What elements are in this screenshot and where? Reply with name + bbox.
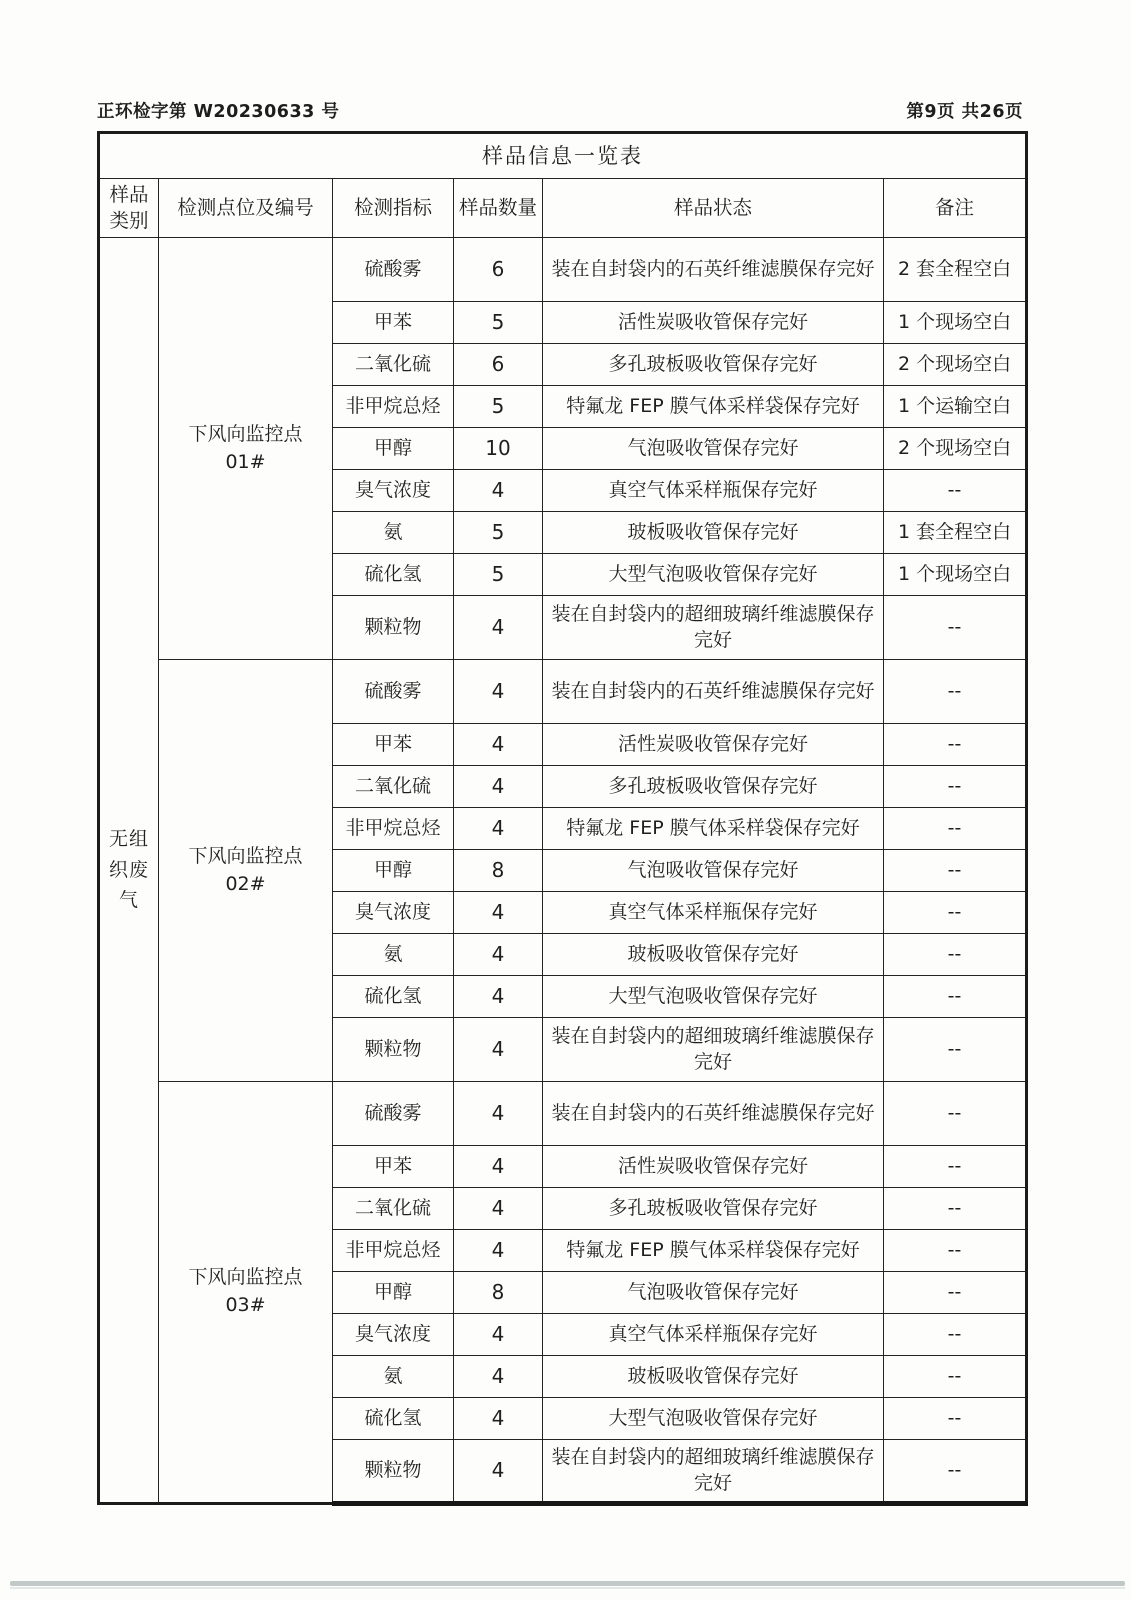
page-running-header [97,98,1023,123]
column-header-indicator: 检测指标 [333,179,454,238]
quantity-cell: 6 [454,344,543,386]
monitoring-point-id: 03# [225,1294,266,1316]
status-cell: 多孔玻板吸收管保存完好 [543,1188,884,1230]
indicator-cell: 臭气浓度 [333,1314,454,1356]
indicator-cell: 臭气浓度 [333,892,454,934]
quantity-cell: 4 [454,1146,543,1188]
monitoring-point-id: 02# [225,872,266,895]
indicator-cell: 硫酸雾 [333,660,454,724]
column-header-remark: 备注 [884,179,1027,238]
status-cell: 装在自封袋内的石英纤维滤膜保存完好 [543,238,884,302]
indicator-cell: 氨 [333,1356,454,1398]
indicator-cell: 甲苯 [333,1146,454,1188]
table-row [99,1082,1027,1146]
quantity-cell: 4 [454,1018,543,1082]
scanner-edge-artifact [10,1581,1125,1586]
status-cell: 多孔玻板吸收管保存完好 [543,766,884,808]
status-cell: 气泡吸收管保存完好 [543,1272,884,1314]
remark-cell: -- [884,660,1027,724]
indicator-cell: 氨 [333,934,454,976]
monitoring-point-name: 下风向监控点 [188,422,303,445]
indicator-cell: 硫酸雾 [333,238,454,302]
table-header-row [99,179,1027,238]
sample-info-table [97,131,1028,1506]
status-cell: 多孔玻板吸收管保存完好 [543,344,884,386]
remark-cell: -- [884,1356,1027,1398]
indicator-cell: 硫酸雾 [333,1082,454,1146]
quantity-cell: 5 [454,386,543,428]
quantity-cell: 4 [454,724,543,766]
status-cell: 气泡吸收管保存完好 [543,850,884,892]
remark-cell: -- [884,1314,1027,1356]
table-title-row [99,133,1027,179]
remark-cell: -- [884,596,1027,660]
monitoring-point-cell [159,660,333,1082]
remark-cell: -- [884,724,1027,766]
status-cell: 装在自封袋内的石英纤维滤膜保存完好 [543,660,884,724]
quantity-cell: 8 [454,850,543,892]
scanner-edge-artifact-shadow [10,1587,1125,1589]
quantity-cell: 4 [454,1314,543,1356]
column-header-category: 样品类别 [99,179,159,238]
column-header-quantity: 样品数量 [454,179,543,238]
indicator-cell: 二氧化硫 [333,1188,454,1230]
remark-cell: -- [884,850,1027,892]
indicator-cell: 颗粒物 [333,1018,454,1082]
monitoring-point-cell [159,238,333,660]
indicator-cell: 氨 [333,512,454,554]
indicator-cell: 甲苯 [333,302,454,344]
status-cell: 真空气体采样瓶保存完好 [543,470,884,512]
indicator-cell: 非甲烷总烃 [333,1230,454,1272]
monitoring-point-id: 01# [225,450,266,473]
remark-cell: -- [884,934,1027,976]
remark-cell: -- [884,1146,1027,1188]
remark-cell: 1 套全程空白 [884,512,1027,554]
remark-cell: 2 套全程空白 [884,238,1027,302]
remark-cell: 2 个现场空白 [884,428,1027,470]
quantity-cell: 4 [454,766,543,808]
remark-cell: -- [884,470,1027,512]
remark-cell: -- [884,1082,1027,1146]
status-cell: 真空气体采样瓶保存完好 [543,1314,884,1356]
status-cell: 气泡吸收管保存完好 [543,428,884,470]
status-cell: 装在自封袋内的超细玻璃纤维滤膜保存完好 [543,1440,884,1504]
monitoring-point-cell [159,1082,333,1504]
page-number: 第9页 共26页 [906,102,1023,122]
quantity-cell: 4 [454,892,543,934]
indicator-cell: 硫化氢 [333,1398,454,1440]
quantity-cell: 4 [454,1398,543,1440]
quantity-cell: 4 [454,976,543,1018]
indicator-cell: 非甲烷总烃 [333,808,454,850]
quantity-cell: 4 [454,1356,543,1398]
sample-table-body [99,238,1027,1504]
quantity-cell: 5 [454,512,543,554]
status-cell: 大型气泡吸收管保存完好 [543,1398,884,1440]
remark-cell: 2 个现场空白 [884,344,1027,386]
remark-cell: -- [884,1188,1027,1230]
quantity-cell: 5 [454,302,543,344]
quantity-cell: 5 [454,554,543,596]
quantity-cell: 6 [454,238,543,302]
quantity-cell: 8 [454,1272,543,1314]
monitoring-point-name: 下风向监控点 [188,1266,303,1289]
status-cell: 玻板吸收管保存完好 [543,1356,884,1398]
indicator-cell: 甲苯 [333,724,454,766]
table-row [99,238,1027,302]
remark-cell: -- [884,1230,1027,1272]
status-cell: 玻板吸收管保存完好 [543,934,884,976]
status-cell: 真空气体采样瓶保存完好 [543,892,884,934]
remark-cell: -- [884,1018,1027,1082]
indicator-cell: 甲醇 [333,1272,454,1314]
status-cell: 特氟龙 FEP 膜气体采样袋保存完好 [543,1230,884,1272]
remark-cell: -- [884,976,1027,1018]
quantity-cell: 4 [454,1188,543,1230]
quantity-cell: 4 [454,1440,543,1504]
indicator-cell: 硫化氢 [333,976,454,1018]
indicator-cell: 颗粒物 [333,1440,454,1504]
column-header-status: 样品状态 [543,179,884,238]
indicator-cell: 颗粒物 [333,596,454,660]
status-cell: 特氟龙 FEP 膜气体采样袋保存完好 [543,386,884,428]
status-cell: 大型气泡吸收管保存完好 [543,554,884,596]
remark-cell: 1 个现场空白 [884,302,1027,344]
indicator-cell: 臭气浓度 [333,470,454,512]
indicator-cell: 硫化氢 [333,554,454,596]
table-title: 样品信息一览表 [99,133,1027,179]
monitoring-point-name: 下风向监控点 [188,844,303,867]
indicator-cell: 甲醇 [333,428,454,470]
table-row [99,660,1027,724]
remark-cell: -- [884,892,1027,934]
remark-cell: -- [884,1398,1027,1440]
status-cell: 活性炭吸收管保存完好 [543,1146,884,1188]
indicator-cell: 二氧化硫 [333,344,454,386]
quantity-cell: 4 [454,1082,543,1146]
indicator-cell: 二氧化硫 [333,766,454,808]
remark-cell: 1 个运输空白 [884,386,1027,428]
quantity-cell: 4 [454,808,543,850]
remark-cell: 1 个现场空白 [884,554,1027,596]
column-header-point: 检测点位及编号 [159,179,333,238]
status-cell: 活性炭吸收管保存完好 [543,724,884,766]
status-cell: 大型气泡吸收管保存完好 [543,976,884,1018]
status-cell: 玻板吸收管保存完好 [543,512,884,554]
document-number: 正环检字第 W20230633 号 [97,102,340,122]
quantity-cell: 4 [454,470,543,512]
remark-cell: -- [884,1440,1027,1504]
remark-cell: -- [884,766,1027,808]
status-cell: 装在自封袋内的超细玻璃纤维滤膜保存完好 [543,596,884,660]
quantity-cell: 4 [454,934,543,976]
quantity-cell: 4 [454,596,543,660]
status-cell: 装在自封袋内的超细玻璃纤维滤膜保存完好 [543,1018,884,1082]
remark-cell: -- [884,1272,1027,1314]
quantity-cell: 4 [454,1230,543,1272]
status-cell: 活性炭吸收管保存完好 [543,302,884,344]
remark-cell: -- [884,808,1027,850]
status-cell: 特氟龙 FEP 膜气体采样袋保存完好 [543,808,884,850]
indicator-cell: 甲醇 [333,850,454,892]
status-cell: 装在自封袋内的石英纤维滤膜保存完好 [543,1082,884,1146]
indicator-cell: 非甲烷总烃 [333,386,454,428]
category-cell: 无组织废气 [99,238,159,1504]
quantity-cell: 10 [454,428,543,470]
quantity-cell: 4 [454,660,543,724]
